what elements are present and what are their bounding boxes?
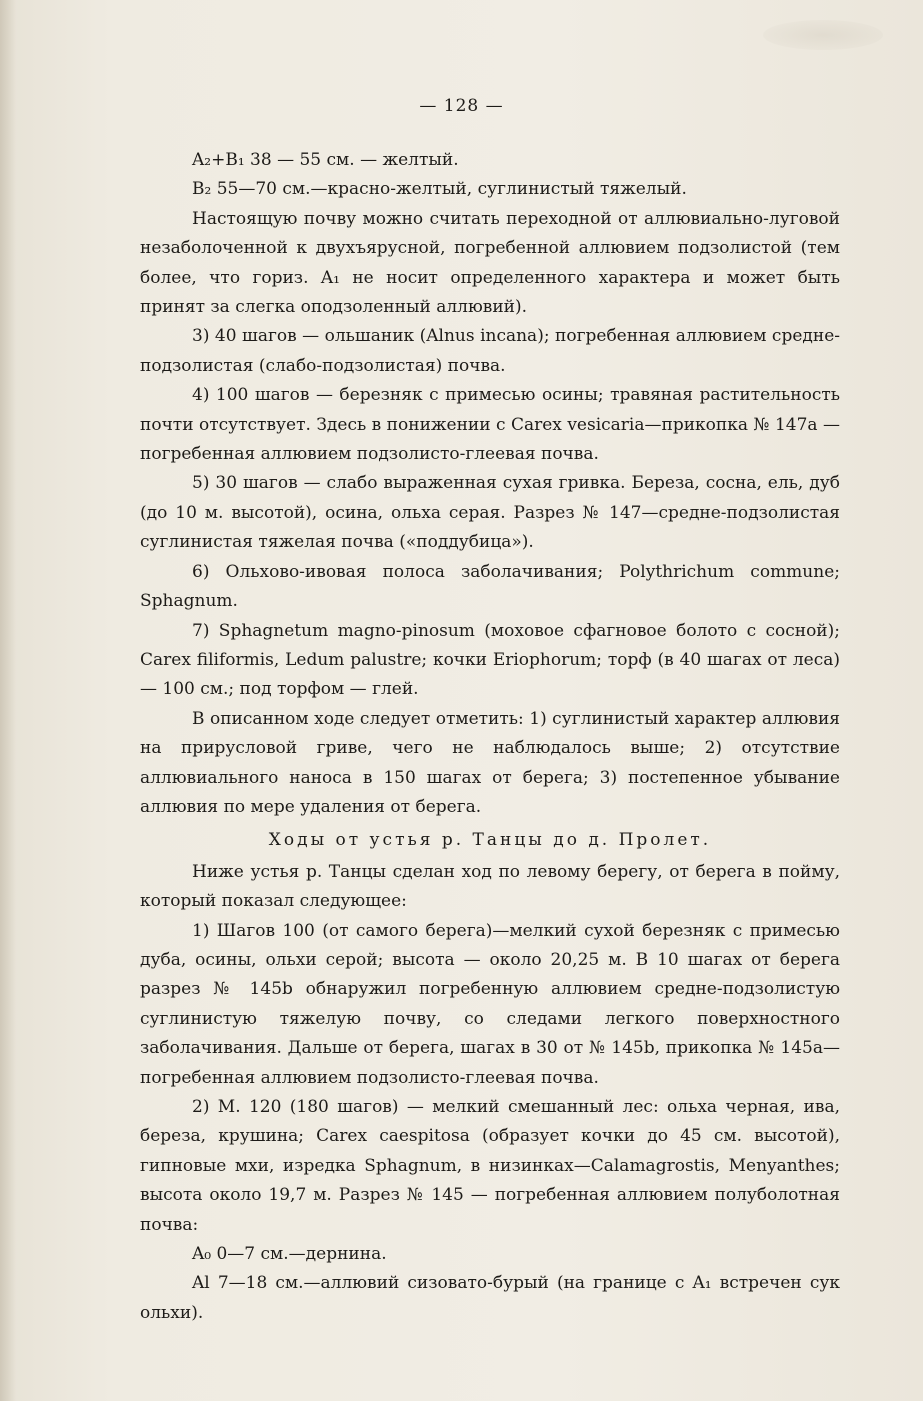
page-body (140, 146, 840, 1328)
paragraph: 7) Sphagnetum magno-pinosum (моховое сфагновое болото с сосной); Carex filiformis, Ledum palustre; кочки Eriophorum; торф (в 40 шагах от леса) — 100 см.; под торфом — глей. (140, 620, 840, 700)
paragraph: B₂ 55—70 см.—красно-желтый, суглинистый тяжелый. (192, 179, 687, 200)
page-spine-shadow (0, 0, 16, 1401)
paragraph: 1) Шагов 100 (от самого берега)—мелкий сухой березняк с примесью дуба, осины, ольхи серой; высота — около 20,25 м. В 10 шагах от берега разрез № 145b обнаружил погребенную аллювием средне-подзолистую суглинистую тяжелую почву, со следами легкого поверхностного заболачивания. Дальше от берега, шагах в 30 от № 145b, прикопка № 145a—погребенная аллювием подзолисто-глеевая почва. (140, 920, 840, 1088)
paper-stain (763, 20, 883, 50)
paragraph: 5) 30 шагов — слабо выраженная сухая гривка. Береза, сосна, ель, дуб (до 10 м. высотой), осина, ольха серая. Разрез № 147—средне-подзолистая суглинистая тяжелая почва («поддубица»). (140, 473, 840, 553)
paragraph: 3) 40 шагов — ольшаник (Alnus incana); погребенная аллювием средне-подзолистая (слабо-подзолистая) почва. (140, 326, 840, 376)
paragraph: 6) Ольхово-ивовая полоса заболачивания; Polythrichum commune; Sphagnum. (140, 561, 840, 612)
paragraph: A₂+B₁ 38 — 55 см. — желтый. (192, 150, 459, 170)
page-number: — 128 — (419, 96, 504, 116)
paragraph: 4) 100 шагов — березняк с примесью осины; травяная растительность почти отсутствует. Здесь в понижении с Carex vesicaria—прикопка № 147a — погребенная аллювием подзолисто-глеевая почва. (140, 385, 840, 465)
paragraph: A₀ 0—7 см.—дернина. (192, 1244, 387, 1265)
section-heading: Ходы от устья р. Танцы до д. Пролет. (268, 830, 712, 851)
paragraph: Ниже устья р. Танцы сделан ход по левому берегу, от берега в пойму, который показал следующее: (140, 861, 840, 912)
paragraph: Настоящую почву можно считать переходной от аллювиально-луговой незаболоченной к двухъярусной, погребенной аллювием подзолистой (тем более, что гориз. A₁ не носит определенного характера и может быть принят за слегка оподзоленный аллювий). (140, 208, 840, 318)
paragraph: Al 7—18 см.—аллювий сизовато-бурый (на границе с A₁ встречен сук ольхи). (140, 1273, 840, 1323)
paragraph: В описанном ходе следует отметить: 1) суглинистый характер аллювия на прирусловой гриве, чего не наблюдалось выше; 2) отсутствие аллювиального наноса в 150 шагах от берега; 3) постепенное убывание аллювия по мере удаления от берега. (140, 708, 840, 817)
paragraph: 2) М. 120 (180 шагов) — мелкий смешанный лес: ольха черная, ива, береза, крушина; Carex caespitosa (образует кочки до 45 см. высотой), гипновые мхи, изредка Sphagnum, в низинках—Calamagrostis, Menyanthes; высота около 19,7 м. Разрез № 145 — погребенная аллювием полуболотная почва: (140, 1097, 840, 1235)
